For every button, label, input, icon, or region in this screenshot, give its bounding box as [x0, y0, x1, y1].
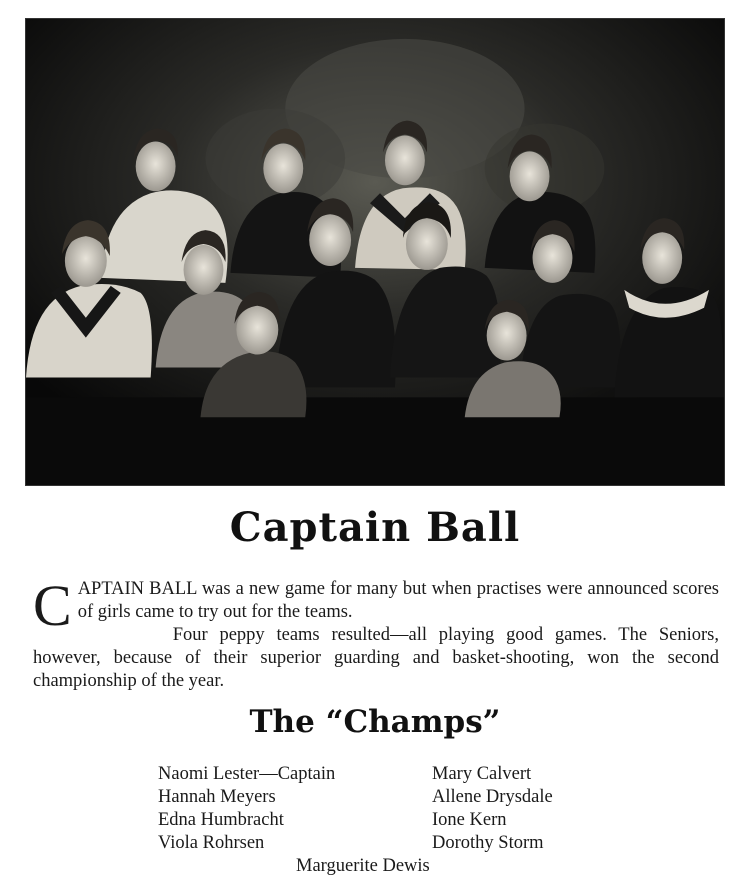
- paragraph-1: [33, 573, 719, 638]
- team-photo: [25, 18, 725, 486]
- roster-name: Naomi Lester—Captain: [158, 764, 336, 784]
- paragraph-1-text: APTAIN BALL was a new game for many but when practises were announced scores of girls came to try out for the teams.: [77, 579, 719, 622]
- team-photo-icon: [26, 19, 724, 485]
- roster-name: Viola Rohrsen: [158, 833, 265, 853]
- roster-name: Dorothy Storm: [432, 833, 544, 853]
- roster-name-centered: Marguerite Dewis: [296, 856, 430, 876]
- section-subtitle: The “Champs”: [249, 704, 501, 740]
- roster-right-column: [432, 763, 553, 855]
- roster-left-column: [158, 763, 335, 855]
- roster-name: Mary Calvert: [432, 764, 532, 784]
- roster-name: Allene Drysdale: [432, 787, 553, 807]
- roster-name: Hannah Meyers: [158, 787, 276, 807]
- article-body: [33, 573, 719, 693]
- roster-name: Ione Kern: [432, 810, 507, 830]
- paragraph-2: Four peppy teams resulted—all playing good games. The Seniors, however, because of their superior guarding and basket-shooting, won the second championship of the year.: [33, 625, 719, 691]
- page-title: Captain Ball: [229, 504, 521, 551]
- roster-name: Edna Humbracht: [158, 810, 284, 830]
- drop-cap: C: [33, 573, 72, 638]
